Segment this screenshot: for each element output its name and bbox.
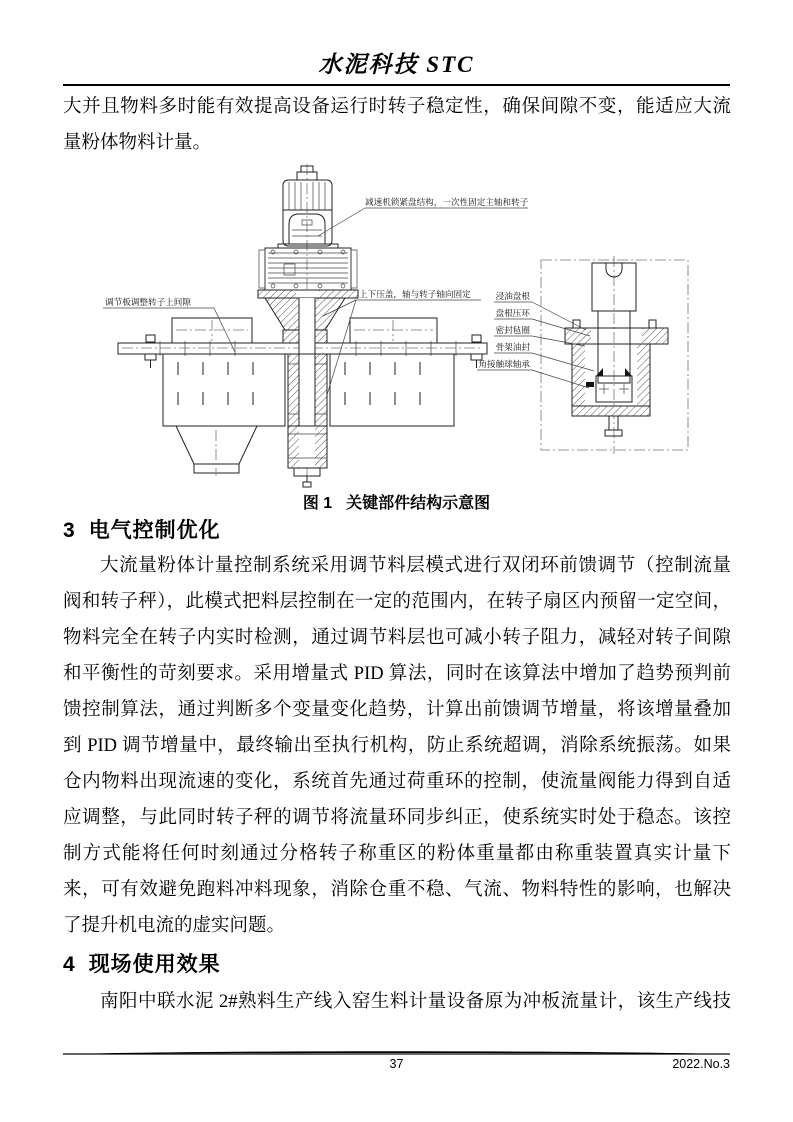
section-4-number: 4 <box>63 953 76 976</box>
figure-caption <box>0 490 793 513</box>
detail-label-bearing: 角接触球轴承 <box>478 359 530 369</box>
text-line: 来，可有效避免跑料冲料现象，消除仓重不稳、气流、物料特性的影响，也解决 <box>63 880 731 900</box>
footer-rule <box>63 1049 730 1057</box>
journal-header-title: 水泥科技 STC <box>318 52 475 77</box>
callout-press-cover-label: 上下压盖，轴与转子轴向固定 <box>359 289 471 299</box>
seal-detail-view <box>477 256 688 454</box>
text-line: 了提升机电流的虚实问题。 <box>63 916 286 936</box>
page-number: 37 <box>389 1057 404 1071</box>
issue-number: 2022.No.3 <box>672 1057 730 1071</box>
section-3-heading <box>63 514 221 544</box>
intro-paragraph <box>63 89 731 161</box>
section-3-title: 电气控制优化 <box>88 519 221 542</box>
text-line: 阀和转子秤），此模式把料层控制在一定的范围内，在转子扇区内预留一定空间， <box>63 592 731 612</box>
figure-1-technical-drawing <box>56 158 746 490</box>
callout-press-cover <box>323 288 481 395</box>
text-line: 仓内物料出现流速的变化，系统首先通过荷重环的控制，使流量阀能力得到自适 <box>63 772 731 792</box>
section-4-title: 现场使用效果 <box>88 953 221 976</box>
text-line: 和平衡性的苛刻要求。采用增量式 PID 算法，同时在该算法中增加了趋势预判前 <box>63 664 731 684</box>
detail-label-felt-seal: 密封毡圈 <box>495 325 530 335</box>
detail-label-packing: 浸油盘根 <box>495 291 530 301</box>
figure-caption-text: 关键部件结构示意图 <box>346 495 491 512</box>
text-line: 南阳中联水泥 2#熟料生产线入窑生料计量设备原为冲板流量计，该生产线技 <box>100 992 731 1012</box>
section-3-paragraph <box>63 548 731 944</box>
detail-label-oil-seal: 骨架油封 <box>495 342 530 352</box>
text-line: 大流量粉体计量控制系统采用调节料层模式进行双闭环前馈调节（控制流量 <box>100 556 731 576</box>
text-line: 量粉体物料计量。 <box>63 133 212 153</box>
callout-reducer <box>318 196 529 236</box>
text-line: 馈控制算法，通过判断多个变量变化趋势，计算出前馈调节增量，将该增量叠加 <box>63 700 731 720</box>
detail-label-packing-ring: 盘根压环 <box>495 308 530 318</box>
header-rule <box>63 84 730 86</box>
callout-adjust-plate <box>103 296 235 352</box>
text-line: 应调整，与此同时转子秤的调节将流量环同步纠正，使系统实时处于稳态。该控 <box>63 808 731 828</box>
callout-adjust-plate-label: 调节板调整转子上间隙 <box>105 297 191 307</box>
bottom-bearing <box>288 426 327 487</box>
callout-reducer-label: 减速机锁紧盘结构，一次性固定主轴和转子 <box>365 197 529 207</box>
section-4-heading <box>63 948 221 978</box>
motor <box>283 180 332 246</box>
main-assembly-view <box>103 164 529 487</box>
gearbox <box>259 248 357 290</box>
section-3-number: 3 <box>63 519 76 542</box>
discharge-cone <box>176 426 257 476</box>
section-4-paragraph <box>63 984 731 1020</box>
text-line: 制方式能将任何时刻通过分格转子称重区的粉体重量都由称重装置真实计量下 <box>63 844 731 864</box>
text-line: 大并且物料多时能有效提高设备运行时转子稳定性，确保间隙不变，能适应大流 <box>63 97 731 117</box>
figure-caption-number: 图 1 <box>302 495 333 512</box>
text-line: 到 PID 调节增量中，最终输出至执行机构，防止系统超调，消除系统振荡。如果 <box>63 736 731 756</box>
text-line: 物料完全在转子内实时检测，通过调节料层也可减小转子阻力，减轻对转子间隙 <box>63 628 731 648</box>
